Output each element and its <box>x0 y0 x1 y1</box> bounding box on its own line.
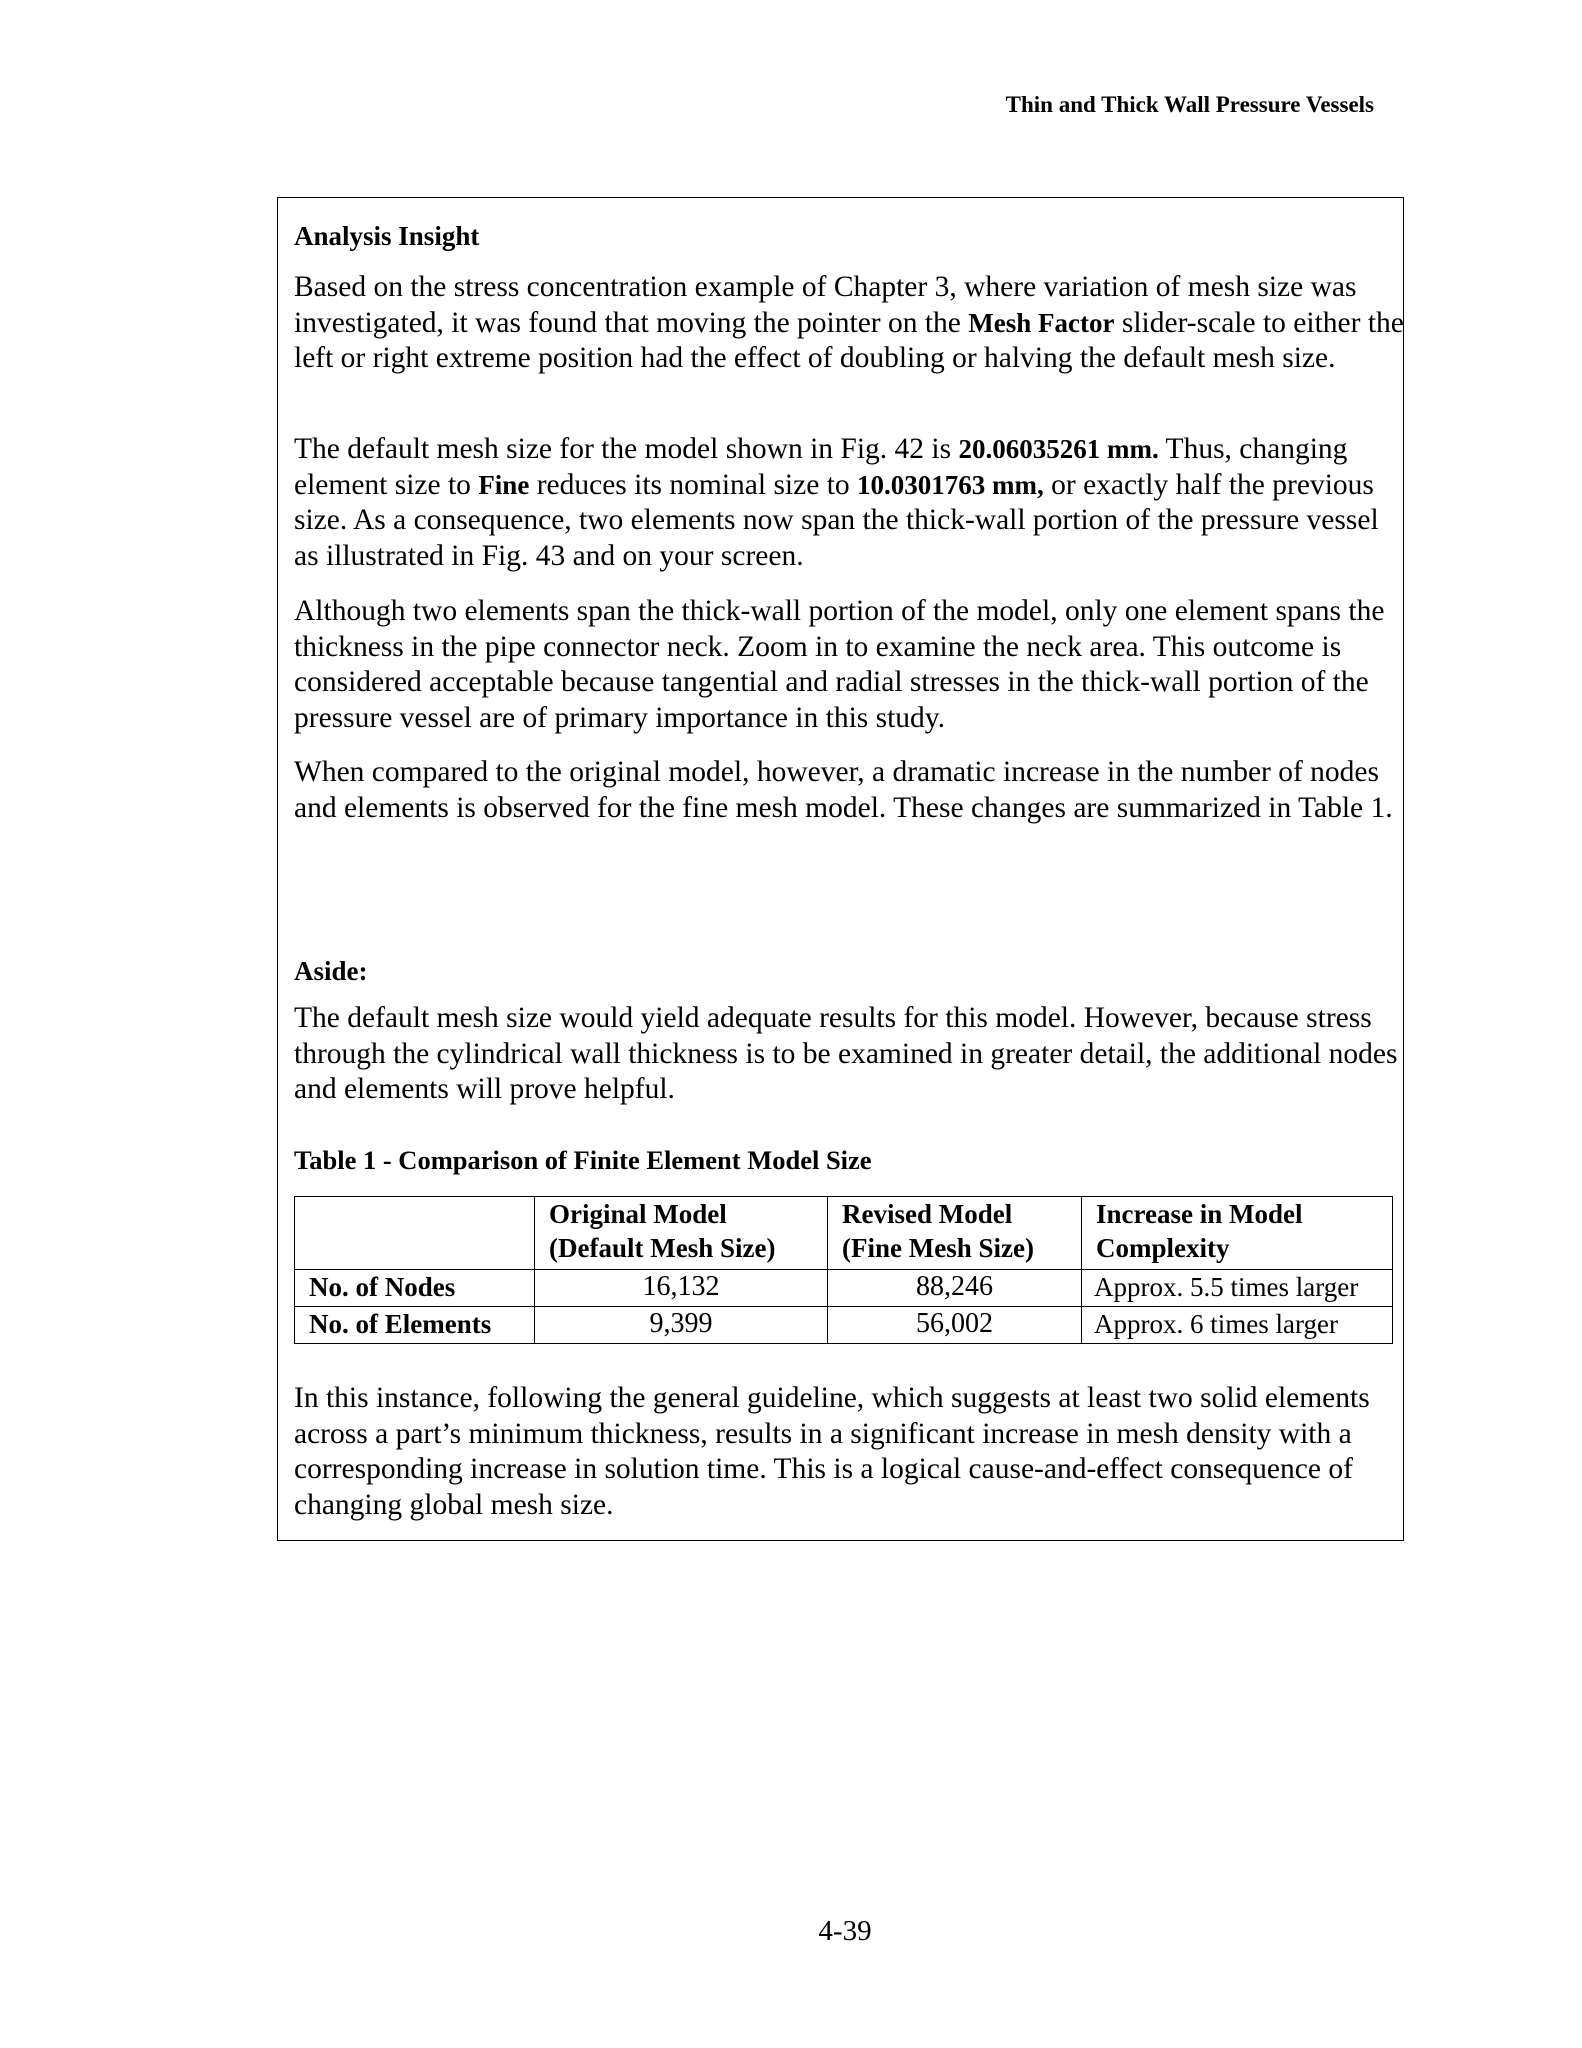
model-size-table <box>294 1196 1393 1344</box>
table-header-original-model: Original Model (Default Mesh Size) <box>535 1197 828 1270</box>
table-caption: Table 1 - Comparison of Finite Element Model Size <box>294 1145 872 1175</box>
paragraph-text: reduces its nominal size to <box>529 468 858 501</box>
closing-paragraph: In this instance, following the general guideline, which suggests at least two solid elements across a part’s minimum thickness, results in a significant increase in mesh density with a corresponding increase in solution time. This is a logical cause-and-effect consequence of changing global mesh size. <box>294 1382 1370 1522</box>
analysis-insight-heading: Analysis Insight <box>294 221 480 251</box>
elements-original: 9,399 <box>535 1307 828 1344</box>
table-row <box>295 1307 1393 1344</box>
nodes-revised: 88,246 <box>828 1270 1082 1307</box>
insight-paragraph-3 <box>294 594 1404 737</box>
bold-term: Mesh Factor <box>968 307 1115 338</box>
analysis-insight-box <box>277 197 1404 1541</box>
running-header: Thin and Thick Wall Pressure Vessels <box>1005 92 1374 117</box>
bold-term: 10.0301763 mm, <box>857 469 1044 500</box>
table-header-row <box>295 1197 1393 1270</box>
insight-paragraph-4 <box>294 755 1404 826</box>
bold-term: Fine <box>478 469 530 500</box>
paragraph-text: or exactly half the previous size. As a consequence, two elements now span the thick-wall portion of the pressure vessel as illustrated in Fig. 43 and on your screen. <box>294 468 1379 573</box>
table-header-increase: Increase in Model Complexity <box>1082 1197 1393 1270</box>
nodes-increase: Approx. 5.5 times larger <box>1082 1270 1393 1307</box>
paragraph-text: Thus, changing element size to <box>294 433 1348 501</box>
row-label-nodes: No. of Nodes <box>295 1270 535 1307</box>
paragraph-text: slider-scale to either the left or right extreme position had the effect of doubling or halving the default mesh size. <box>294 306 1404 375</box>
elements-increase: Approx. 6 times larger <box>1082 1307 1393 1344</box>
page-number: 4-39 <box>818 1915 872 1947</box>
aside-heading: Aside: <box>294 956 368 986</box>
paragraph-text: Based on the stress concentration example of Chapter 3, where variation of mesh size was investigated, it was found that moving the pointer on the <box>294 271 1357 339</box>
insight-paragraph-1 <box>294 270 1404 377</box>
table-header-blank <box>295 1197 535 1270</box>
nodes-original: 16,132 <box>535 1270 828 1307</box>
insight-paragraph-2 <box>294 432 1404 575</box>
table-header-revised-model: Revised Model (Fine Mesh Size) <box>828 1197 1082 1270</box>
row-label-elements: No. of Elements <box>295 1307 535 1344</box>
paragraph-text: The default mesh size for the model shown in Fig. 42 is <box>294 433 959 465</box>
elements-revised: 56,002 <box>828 1307 1082 1344</box>
aside-paragraph: The default mesh size would yield adequate results for this model. However, because stress through the cylindrical wall thickness is to be examined in greater detail, the additional nodes and elements will prove helpful. <box>294 1002 1398 1106</box>
paragraph-text: Although two elements span the thick-wall portion of the model, only one element spans the thickness in the pipe connector neck. Zoom in to examine the neck area. This outcome is considered acceptable because tangential and radial stresses in the thick-wall portion of the pressure vessel are of primary importance in this study. <box>294 595 1385 735</box>
bold-term: 20.06035261 mm. <box>958 434 1159 464</box>
table-row <box>295 1270 1393 1307</box>
paragraph-text: When compared to the original model, however, a dramatic increase in the number of nodes and elements is observed for the fine mesh model. These changes are summarized in Table 1. <box>294 756 1393 824</box>
